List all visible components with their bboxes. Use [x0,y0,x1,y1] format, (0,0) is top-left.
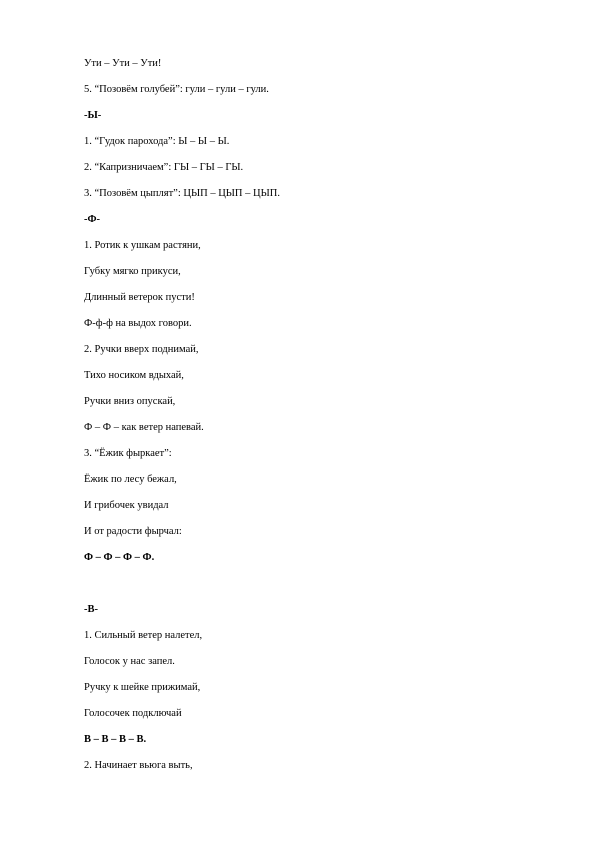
section-heading: -Ф- [84,214,101,225]
section-heading: -В- [84,604,98,615]
text-line: 1. “Гудок парохода”: Ы – Ы – Ы. [84,136,230,147]
text-line: Голосочек подключай [84,708,182,719]
text-line: Голосок у нас запел. [84,656,175,667]
text-line: 2. “Капризничаем”: ГЫ – ГЫ – ГЫ. [84,162,244,173]
text-line: Губку мягко прикуси, [84,266,181,277]
text-line: Ути – Ути – Ути! [84,58,162,69]
text-line: 2. Ручки вверх поднимай, [84,344,199,355]
text-line: 1. Сильный ветер налетел, [84,630,203,641]
text-line: Длинный ветерок пусти! [84,292,195,303]
text-line: Ф – Ф – как ветер напевай. [84,422,204,433]
text-line: 5. “Позовём голубей”: гули – гули – гули. [84,84,269,95]
text-line: И грибочек увидал [84,500,169,511]
text-line: Ф-ф-ф на выдох говори. [84,318,192,329]
text-line: В – В – В – В. [84,734,147,745]
text-line: 3. “Позовём цыплят”: ЦЫП – ЦЫП – ЦЫП. [84,188,280,199]
text-line: И от радости фырчал: [84,526,182,537]
text-line: Ёжик по лесу бежал, [84,474,177,485]
text-line: Ф – Ф – Ф – Ф. [84,552,155,563]
section-heading: -Ы- [84,110,102,121]
text-line: 3. “Ёжик фыркает”: [84,448,172,459]
text-line: Ручки вниз опускай, [84,396,176,407]
text-line: 2. Начинает вьюга выть, [84,760,193,771]
text-line: Ручку к шейке прижимай, [84,682,201,693]
text-line: Тихо носиком вдыхай, [84,370,184,381]
text-line: 1. Ротик к ушкам растяни, [84,240,201,251]
